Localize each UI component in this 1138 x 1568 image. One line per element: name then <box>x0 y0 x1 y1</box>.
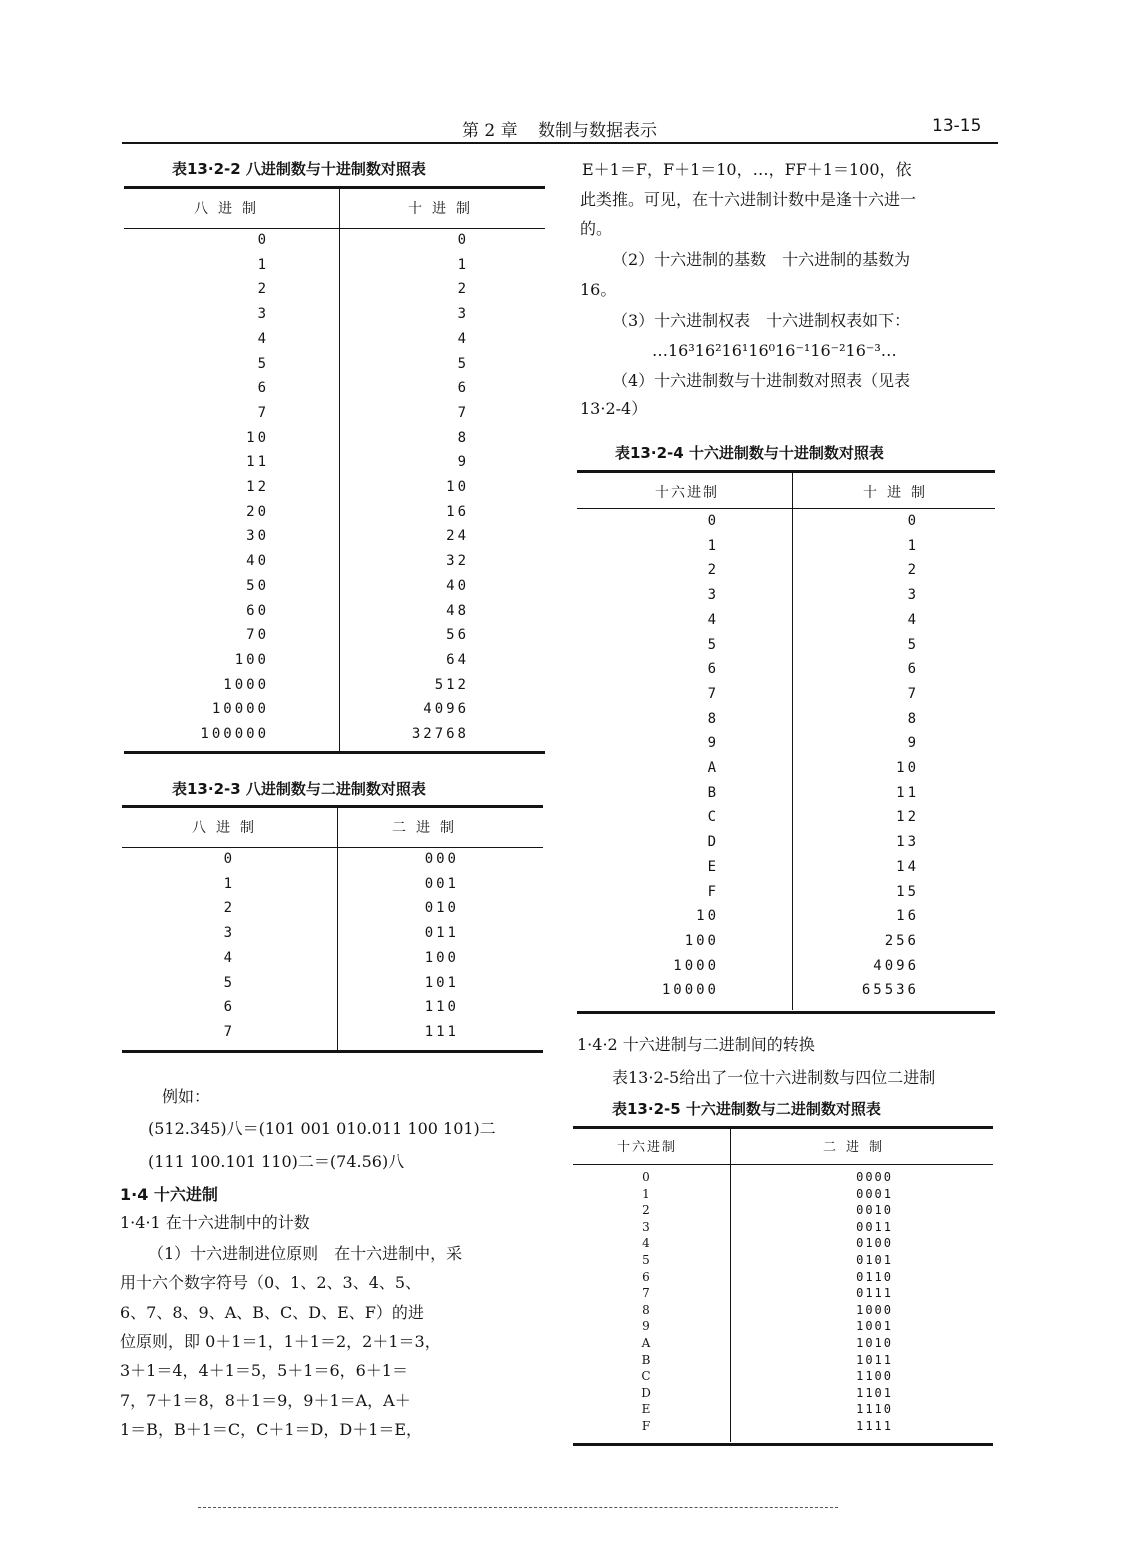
table-cell: 2 <box>257 281 269 298</box>
table-cell: 32 <box>446 553 469 570</box>
table-cell: 0111 <box>856 1286 893 1301</box>
paragraph-line: 13·2-4） <box>580 399 648 418</box>
table-cell: 7 <box>257 404 269 421</box>
table-row <box>573 1253 993 1270</box>
table-cell: B <box>707 784 719 801</box>
paragraph-line: （2）十六进制的基数 十六进制的基数为 <box>612 250 911 269</box>
table-cell: 512 <box>434 676 469 693</box>
table-cell: 5 <box>457 355 469 372</box>
table-row <box>573 1386 993 1403</box>
table-cell: 1 <box>257 256 269 273</box>
table-row <box>577 982 995 1006</box>
paragraph-line: 6、7、8、9、A、B、C、D、E、F）的进 <box>120 1302 424 1322</box>
table-cell: 4 <box>223 949 235 966</box>
section-1-4-2-text: 表13·2-5给出了一位十六进制数与四位二进制 <box>612 1068 936 1087</box>
table-row <box>124 380 545 404</box>
table-row <box>573 1286 993 1303</box>
table-row <box>124 652 545 676</box>
header-rule <box>122 142 998 144</box>
table-cell: 7 <box>907 685 919 702</box>
table-cell: 2 <box>907 562 919 579</box>
table-row <box>124 232 545 256</box>
table-cell: 40 <box>446 577 469 594</box>
table-cell: 0100 <box>856 1236 893 1251</box>
table-bottom-rule <box>577 1011 995 1014</box>
table-cell: 2 <box>223 900 235 917</box>
table-cell: 1010 <box>856 1336 893 1350</box>
table-row <box>577 760 995 784</box>
table-cell: 111 <box>424 1023 459 1040</box>
table-cell: 4 <box>257 330 269 347</box>
table-cell: 1101 <box>856 1385 893 1400</box>
table-hex-dec-caption: 表13·2-4 十六进制数与十进制数对照表 <box>615 444 884 462</box>
table-cell: 100 <box>234 651 269 668</box>
table-cell: 50 <box>246 577 269 594</box>
table-cell: 3 <box>457 306 469 323</box>
table-cell: 10 <box>696 908 719 925</box>
col-header-octal: 八进制 <box>194 201 266 217</box>
table-cell: 7 <box>642 1286 650 1301</box>
table-row <box>573 1303 993 1320</box>
col-header-binary: 二进制 <box>823 1140 893 1155</box>
table-cell: 100 <box>424 949 459 966</box>
table-cell: 1000 <box>856 1302 893 1317</box>
table-cell: 0001 <box>856 1186 893 1201</box>
table-row <box>122 925 543 949</box>
table-cell: 9 <box>707 735 719 752</box>
table-cell: 256 <box>884 932 919 949</box>
table-row <box>577 587 995 611</box>
table-row <box>124 479 545 503</box>
table-cell: 1100 <box>856 1369 893 1384</box>
chapter-number: 第 2 章 <box>462 121 518 141</box>
table-cell: 110 <box>424 999 459 1016</box>
table-cell: 12 <box>896 809 919 826</box>
footer-rule <box>198 1507 838 1508</box>
table-oct-bin <box>122 805 543 1053</box>
table-header-rule <box>122 847 543 848</box>
table-cell: C <box>707 809 719 826</box>
table-cell: 7 <box>707 685 719 702</box>
table-cell: D <box>641 1385 651 1400</box>
table-row <box>122 900 543 924</box>
table-cell: 3 <box>642 1219 650 1234</box>
table-hex-bin <box>573 1126 993 1448</box>
table-top-rule <box>124 186 545 189</box>
table-row <box>573 1369 993 1386</box>
table-oct-dec-caption: 表13·2-2 八进制数与十进制数对照表 <box>172 160 426 178</box>
table-cell: A <box>707 760 719 776</box>
table-bottom-rule <box>573 1443 993 1446</box>
table-oct-dec <box>124 186 545 754</box>
table-cell: 4096 <box>423 701 469 718</box>
table-row <box>577 958 995 982</box>
table-top-rule <box>122 805 543 808</box>
table-cell: 8 <box>457 429 469 446</box>
table-row <box>573 1319 993 1336</box>
table-cell: 8 <box>642 1302 650 1317</box>
table-cell: A <box>641 1336 651 1350</box>
table-cell: 2 <box>707 562 719 579</box>
table-cell: 10000 <box>661 982 719 999</box>
table-top-rule <box>573 1126 993 1129</box>
table-row <box>573 1353 993 1370</box>
table-row <box>124 504 545 528</box>
table-cell: 6 <box>642 1269 650 1284</box>
table-header-rule <box>577 508 995 509</box>
table-cell: 65536 <box>861 982 919 999</box>
table-row <box>122 999 543 1023</box>
col-header-hex: 十六进制 <box>617 1140 678 1155</box>
table-cell: 1000 <box>673 957 719 974</box>
table-cell: 9 <box>907 735 919 752</box>
table-row <box>124 405 545 429</box>
table-row <box>124 281 545 305</box>
table-row <box>124 430 545 454</box>
table-row <box>124 331 545 355</box>
table-cell: 011 <box>424 925 459 942</box>
table-cell: 3 <box>707 587 719 604</box>
table-row <box>124 454 545 478</box>
table-cell: 5 <box>223 974 235 991</box>
table-row <box>124 553 545 577</box>
table-cell: 2 <box>457 281 469 298</box>
table-cell: 4 <box>642 1236 650 1251</box>
table-row <box>573 1170 993 1187</box>
table-row <box>124 528 545 552</box>
table-cell: 0 <box>907 513 919 529</box>
table-row <box>577 884 995 908</box>
paragraph-line: 位原则，即 0＋1＝1，1＋1＝2，2＋1＝3， <box>120 1331 441 1351</box>
table-cell: 0 <box>257 232 269 248</box>
table-cell: 9 <box>457 454 469 471</box>
table-row <box>122 975 543 999</box>
table-header-rule <box>573 1164 993 1165</box>
table-hex-bin-caption: 表13·2-5 十六进制数与二进制数对照表 <box>612 1100 881 1118</box>
table-cell: 7 <box>223 1023 235 1040</box>
table-cell: 010 <box>424 900 459 917</box>
table-cell: E <box>707 858 719 875</box>
table-row <box>573 1203 993 1220</box>
table-row <box>577 686 995 710</box>
table-cell: 10 <box>246 429 269 446</box>
table-cell: 12 <box>246 479 269 495</box>
table-cell: 5 <box>642 1253 650 1267</box>
paragraph-line: E＋1＝F，F＋1＝10，…，FF＋1＝100，依 <box>582 160 912 179</box>
table-row <box>577 834 995 858</box>
table-cell: 30 <box>246 528 269 545</box>
paragraph-line: 3＋1＝4，4＋1＝5，5＋1＝6，6＋1＝ <box>120 1361 408 1381</box>
table-row <box>573 1187 993 1204</box>
paragraph-line: …16³16²16¹16⁰16⁻¹16⁻²16⁻³… <box>652 341 897 360</box>
table-cell: 15 <box>896 883 919 900</box>
table-cell: 60 <box>246 602 269 619</box>
table-cell: 8 <box>907 710 919 727</box>
table-cell: 4 <box>707 611 719 628</box>
table-row <box>573 1336 993 1353</box>
table-cell: 24 <box>446 528 469 545</box>
table-cell: F <box>707 883 719 900</box>
table-row <box>122 851 543 875</box>
table-row <box>124 578 545 602</box>
table-row <box>124 627 545 651</box>
table-row <box>122 1024 543 1048</box>
table-cell: B <box>641 1352 651 1367</box>
table-cell: 1 <box>707 537 719 554</box>
table-row <box>124 306 545 330</box>
table-row <box>577 538 995 562</box>
table-row <box>577 562 995 586</box>
table-row <box>577 661 995 685</box>
table-cell: 1110 <box>856 1402 893 1417</box>
table-cell: 1001 <box>856 1319 893 1334</box>
paragraph-line: 7，7＋1＝8，8＋1＝9，9＋1＝A，A＋ <box>120 1390 411 1410</box>
table-cell: 1000 <box>223 676 269 693</box>
table-row <box>573 1419 993 1436</box>
table-row <box>577 859 995 883</box>
table-cell: 10 <box>446 479 469 495</box>
table-cell: 5 <box>707 636 719 653</box>
table-cell: 7 <box>457 404 469 421</box>
table-row <box>124 603 545 627</box>
table-cell: 0010 <box>856 1203 893 1218</box>
table-cell: D <box>707 834 719 851</box>
table-cell: 0101 <box>856 1253 893 1267</box>
table-cell: 3 <box>223 925 235 942</box>
table-row <box>124 726 545 750</box>
table-cell: 0000 <box>856 1170 893 1184</box>
table-cell: 6 <box>457 380 469 397</box>
table-cell: F <box>641 1419 651 1433</box>
table-cell: 100000 <box>200 726 269 742</box>
table-cell: 2 <box>642 1203 650 1218</box>
table-cell: 40 <box>246 553 269 570</box>
table-cell: 48 <box>446 602 469 619</box>
col-header-binary: 二进制 <box>392 820 464 836</box>
table-bottom-rule <box>122 1050 543 1053</box>
table-cell: 32768 <box>411 726 469 742</box>
table-cell: 8 <box>707 710 719 727</box>
table-cell: 4 <box>907 611 919 628</box>
table-row <box>122 950 543 974</box>
paragraph-line: 用十六个数字符号（0、1、2、3、4、5、 <box>120 1273 422 1293</box>
table-row <box>577 637 995 661</box>
table-cell: 14 <box>896 858 919 875</box>
example-intro: 例如： <box>162 1087 211 1106</box>
table-cell: 0 <box>223 851 235 867</box>
table-cell: 6 <box>707 661 719 678</box>
table-row <box>573 1402 993 1419</box>
table-cell: 1 <box>223 875 235 892</box>
paragraph-line: （1）十六进制进位原则 在十六进制中，采 <box>148 1244 463 1263</box>
table-cell: 70 <box>246 627 269 644</box>
subsection-heading-1-4-1: 1·4·1 在十六进制中的计数 <box>120 1213 310 1232</box>
table-row <box>577 735 995 759</box>
table-cell: 101 <box>424 974 459 991</box>
table-cell: 0011 <box>856 1219 893 1234</box>
col-header-hex: 十六进制 <box>655 485 719 501</box>
table-hex-dec <box>577 470 995 1016</box>
table-top-rule <box>577 470 995 473</box>
table-cell: 20 <box>246 503 269 520</box>
table-row <box>577 612 995 636</box>
table-cell: 5 <box>907 636 919 653</box>
example-line-1: (512.345)八＝(101 001 010.011 100 101)二 <box>148 1119 496 1138</box>
paragraph-line: （4）十六进制数与十进制数对照表（见表 <box>612 371 911 390</box>
table-cell: 56 <box>446 627 469 644</box>
table-cell: 1011 <box>856 1352 893 1367</box>
table-cell: 0 <box>707 513 719 529</box>
table-row <box>577 711 995 735</box>
table-cell: 0110 <box>856 1269 893 1284</box>
table-cell: 000 <box>424 851 459 867</box>
table-cell: 1 <box>642 1186 650 1201</box>
table-cell: 1 <box>907 537 919 554</box>
table-cell: 6 <box>907 661 919 678</box>
table-cell: 9 <box>642 1319 650 1334</box>
table-oct-bin-caption: 表13·2-3 八进制数与二进制数对照表 <box>172 780 426 798</box>
page-number: 13-15 <box>932 116 982 136</box>
table-cell: 0 <box>457 232 469 248</box>
table-row <box>577 785 995 809</box>
table-cell: 4096 <box>873 957 919 974</box>
table-cell: 6 <box>257 380 269 397</box>
table-cell: 3 <box>257 306 269 323</box>
table-cell: 13 <box>896 834 919 851</box>
table-row <box>577 513 995 537</box>
table-cell: 6 <box>223 999 235 1016</box>
table-row <box>124 356 545 380</box>
table-row <box>573 1220 993 1237</box>
table-cell: 64 <box>446 651 469 668</box>
table-cell: 10 <box>896 760 919 776</box>
table-row <box>577 908 995 932</box>
table-cell: 100 <box>684 932 719 949</box>
paragraph-line: 16。 <box>580 280 617 299</box>
paragraph-line: 的。 <box>580 219 613 238</box>
table-cell: 4 <box>457 330 469 347</box>
table-cell: 16 <box>896 908 919 925</box>
col-header-octal: 八进制 <box>192 820 264 836</box>
table-row <box>122 876 543 900</box>
table-row <box>124 701 545 725</box>
paragraph-line: 1＝B，B＋1＝C，C＋1＝D，D＋1＝E， <box>120 1419 423 1439</box>
table-row <box>577 809 995 833</box>
table-bottom-rule <box>124 751 545 754</box>
col-header-decimal: 十进制 <box>408 201 480 217</box>
section-heading-1-4: 1·4 十六进制 <box>120 1185 218 1204</box>
table-cell: 1 <box>457 256 469 273</box>
table-cell: 001 <box>424 875 459 892</box>
table-row <box>124 677 545 701</box>
table-cell: E <box>641 1402 651 1417</box>
table-cell: 16 <box>446 503 469 520</box>
paragraph-line: 此类推。可见，在十六进制计数中是逢十六进一 <box>580 190 917 209</box>
table-row <box>124 257 545 281</box>
table-cell: 5 <box>257 355 269 372</box>
table-row <box>573 1270 993 1287</box>
paragraph-line: （3）十六进制权表 十六进制权表如下： <box>612 311 911 330</box>
col-header-decimal: 十进制 <box>863 485 935 501</box>
example-line-2: (111 100.101 110)二＝(74.56)八 <box>148 1152 405 1171</box>
table-row <box>577 933 995 957</box>
table-cell: 11 <box>896 784 919 801</box>
subsection-heading-1-4-2: 1·4·2 十六进制与二进制间的转换 <box>577 1035 815 1054</box>
chapter-title: 数制与数据表示 <box>538 121 657 141</box>
table-cell: 0 <box>642 1170 650 1184</box>
table-header-rule <box>124 228 545 229</box>
table-cell: 1111 <box>856 1419 893 1433</box>
table-cell: 10000 <box>211 701 269 718</box>
table-row <box>573 1236 993 1253</box>
table-cell: C <box>641 1369 651 1384</box>
table-cell: 3 <box>907 587 919 604</box>
table-cell: 11 <box>246 454 269 471</box>
